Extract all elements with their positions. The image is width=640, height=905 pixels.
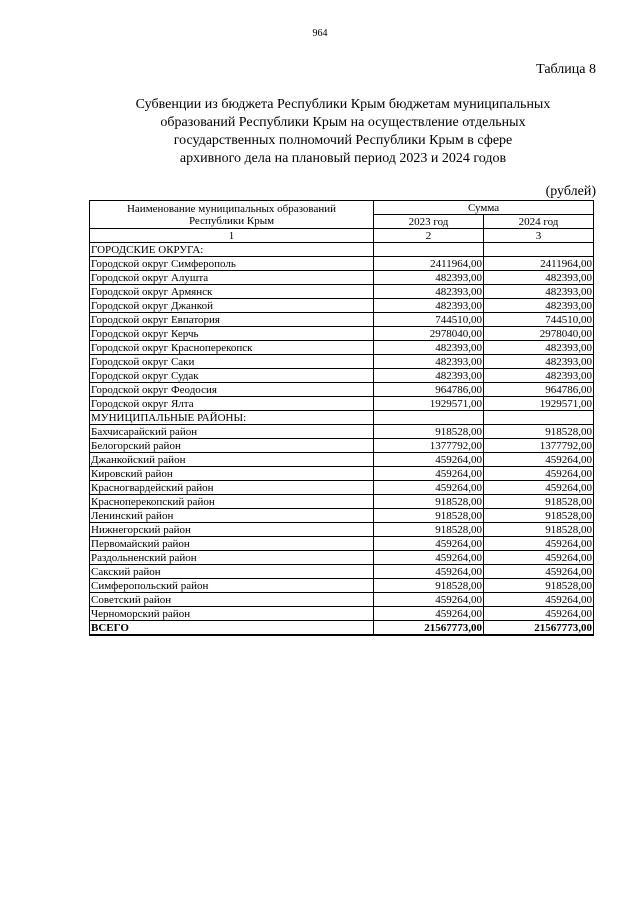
table-row bbox=[90, 565, 594, 579]
amount-2023: 459264,00 bbox=[374, 467, 484, 481]
amount-2023: 918528,00 bbox=[374, 509, 484, 523]
amount-2023: 459264,00 bbox=[374, 481, 484, 495]
amount-2023: 744510,00 bbox=[374, 313, 484, 327]
table-row bbox=[90, 257, 594, 271]
amount-2024: 459264,00 bbox=[484, 607, 594, 621]
amount-2023: 918528,00 bbox=[374, 523, 484, 537]
table-row bbox=[90, 467, 594, 481]
municipality-name: Первомайский район bbox=[90, 537, 374, 551]
amount-2023: 459264,00 bbox=[374, 537, 484, 551]
amount-2024: 918528,00 bbox=[484, 425, 594, 439]
amount-2024: 482393,00 bbox=[484, 271, 594, 285]
table-row bbox=[90, 383, 594, 397]
amount-2024: 2411964,00 bbox=[484, 257, 594, 271]
municipality-name: Белогорский район bbox=[90, 439, 374, 453]
section-heading: ГОРОДСКИЕ ОКРУГА: bbox=[90, 243, 374, 257]
municipality-name: Раздольненский район bbox=[90, 551, 374, 565]
header-year-2024: 2024 год bbox=[484, 215, 594, 229]
amount-2023: 2411964,00 bbox=[374, 257, 484, 271]
table-row bbox=[90, 495, 594, 509]
title-line: образований Республики Крым на осуществление отдельных bbox=[160, 115, 526, 130]
amount-2024: 482393,00 bbox=[484, 341, 594, 355]
municipality-name: Городской округ Ялта bbox=[90, 397, 374, 411]
table-row bbox=[90, 327, 594, 341]
amount-2024: 2978040,00 bbox=[484, 327, 594, 341]
table-row bbox=[90, 355, 594, 369]
unit-label: (рублей) bbox=[545, 184, 596, 199]
document-title bbox=[100, 96, 586, 168]
municipality-name: Красногвардейский район bbox=[90, 481, 374, 495]
amount-2024: 459264,00 bbox=[484, 565, 594, 579]
amount-2023: 482393,00 bbox=[374, 285, 484, 299]
municipality-name: Джанкойский район bbox=[90, 453, 374, 467]
section-heading: МУНИЦИПАЛЬНЫЕ РАЙОНЫ: bbox=[90, 411, 374, 425]
amount-2023: 459264,00 bbox=[374, 453, 484, 467]
municipality-name: Бахчисарайский район bbox=[90, 425, 374, 439]
municipality-name: Кировский район bbox=[90, 467, 374, 481]
empty-cell bbox=[484, 243, 594, 257]
municipality-name: Городской округ Керчь bbox=[90, 327, 374, 341]
subvention-table bbox=[89, 200, 594, 636]
table-row bbox=[90, 425, 594, 439]
amount-2024: 459264,00 bbox=[484, 481, 594, 495]
amount-2023: 482393,00 bbox=[374, 341, 484, 355]
amount-2023: 459264,00 bbox=[374, 551, 484, 565]
table-row bbox=[90, 271, 594, 285]
amount-2023: 964786,00 bbox=[374, 383, 484, 397]
municipality-name: Городской округ Евпатория bbox=[90, 313, 374, 327]
table-row bbox=[90, 397, 594, 411]
table-row bbox=[90, 285, 594, 299]
amount-2024: 918528,00 bbox=[484, 579, 594, 593]
amount-2024: 918528,00 bbox=[484, 523, 594, 537]
municipality-name: Городской округ Джанкой bbox=[90, 299, 374, 313]
header-row bbox=[90, 201, 594, 215]
amount-2024: 744510,00 bbox=[484, 313, 594, 327]
municipality-name: Городской округ Феодосия bbox=[90, 383, 374, 397]
amount-2024: 482393,00 bbox=[484, 355, 594, 369]
amount-2023: 459264,00 bbox=[374, 565, 484, 579]
table-row bbox=[90, 369, 594, 383]
section-row bbox=[90, 411, 594, 425]
amount-2023: 482393,00 bbox=[374, 271, 484, 285]
table-row bbox=[90, 523, 594, 537]
amount-2023: 482393,00 bbox=[374, 369, 484, 383]
section-row bbox=[90, 243, 594, 257]
municipality-name: Ленинский район bbox=[90, 509, 374, 523]
table-row bbox=[90, 537, 594, 551]
title-line: государственных полномочий Республики Крым в сфере bbox=[173, 133, 513, 148]
amount-2024: 482393,00 bbox=[484, 285, 594, 299]
amount-2023: 459264,00 bbox=[374, 607, 484, 621]
amount-2024: 459264,00 bbox=[484, 593, 594, 607]
header-name bbox=[90, 201, 374, 229]
amount-2023: 2978040,00 bbox=[374, 327, 484, 341]
municipality-name: Красноперекопский район bbox=[90, 495, 374, 509]
amount-2024: 918528,00 bbox=[484, 509, 594, 523]
header-sum: Сумма bbox=[374, 201, 594, 215]
amount-2024: 459264,00 bbox=[484, 453, 594, 467]
title-line: Субвенции из бюджета Республики Крым бюджетам муниципальных bbox=[135, 97, 551, 112]
empty-cell bbox=[374, 243, 484, 257]
header-name-line: Республики Крым bbox=[188, 214, 275, 227]
amount-2024: 482393,00 bbox=[484, 299, 594, 313]
total-row bbox=[90, 621, 594, 636]
table-row bbox=[90, 313, 594, 327]
amount-2024: 21567773,00 bbox=[484, 621, 594, 636]
page-number: 964 bbox=[312, 28, 328, 39]
amount-2024: 964786,00 bbox=[484, 383, 594, 397]
municipality-name: Сакский район bbox=[90, 565, 374, 579]
column-index-row bbox=[90, 229, 594, 243]
municipality-name: Черноморский район bbox=[90, 607, 374, 621]
table-row bbox=[90, 453, 594, 467]
table-label: Таблица 8 bbox=[536, 62, 596, 77]
municipality-name: Городской округ Армянск bbox=[90, 285, 374, 299]
column-index: 1 bbox=[90, 229, 374, 243]
column-index: 2 bbox=[374, 229, 484, 243]
table-row bbox=[90, 341, 594, 355]
column-index: 3 bbox=[484, 229, 594, 243]
municipality-name: Советский район bbox=[90, 593, 374, 607]
title-line: архивного дела на плановый период 2023 и 2024 годов bbox=[179, 151, 507, 166]
table-row bbox=[90, 439, 594, 453]
amount-2023: 459264,00 bbox=[374, 593, 484, 607]
amount-2024: 918528,00 bbox=[484, 495, 594, 509]
table-row bbox=[90, 509, 594, 523]
header-year-2023: 2023 год bbox=[374, 215, 484, 229]
empty-cell bbox=[484, 411, 594, 425]
amount-2024: 482393,00 bbox=[484, 369, 594, 383]
municipality-name: Городской округ Симферополь bbox=[90, 257, 374, 271]
table-row bbox=[90, 481, 594, 495]
amount-2024: 459264,00 bbox=[484, 537, 594, 551]
amount-2023: 918528,00 bbox=[374, 579, 484, 593]
table-row bbox=[90, 579, 594, 593]
amount-2023: 918528,00 bbox=[374, 425, 484, 439]
table-row bbox=[90, 607, 594, 621]
amount-2024: 459264,00 bbox=[484, 467, 594, 481]
amount-2023: 1929571,00 bbox=[374, 397, 484, 411]
amount-2023: 482393,00 bbox=[374, 299, 484, 313]
amount-2023: 482393,00 bbox=[374, 355, 484, 369]
table-row bbox=[90, 551, 594, 565]
municipality-name: Городской округ Алушта bbox=[90, 271, 374, 285]
municipality-name: Нижнегорский район bbox=[90, 523, 374, 537]
table-row bbox=[90, 299, 594, 313]
municipality-name: ВСЕГО bbox=[90, 621, 374, 636]
amount-2023: 21567773,00 bbox=[374, 621, 484, 636]
municipality-name: Городской округ Судак bbox=[90, 369, 374, 383]
empty-cell bbox=[374, 411, 484, 425]
amount-2023: 1377792,00 bbox=[374, 439, 484, 453]
amount-2024: 459264,00 bbox=[484, 551, 594, 565]
amount-2024: 1929571,00 bbox=[484, 397, 594, 411]
header-name-line: Наименование муниципальных образований bbox=[126, 202, 337, 215]
amount-2023: 918528,00 bbox=[374, 495, 484, 509]
table-row bbox=[90, 593, 594, 607]
municipality-name: Городской округ Красноперекопск bbox=[90, 341, 374, 355]
municipality-name: Городской округ Саки bbox=[90, 355, 374, 369]
amount-2024: 1377792,00 bbox=[484, 439, 594, 453]
municipality-name: Симферопольский район bbox=[90, 579, 374, 593]
